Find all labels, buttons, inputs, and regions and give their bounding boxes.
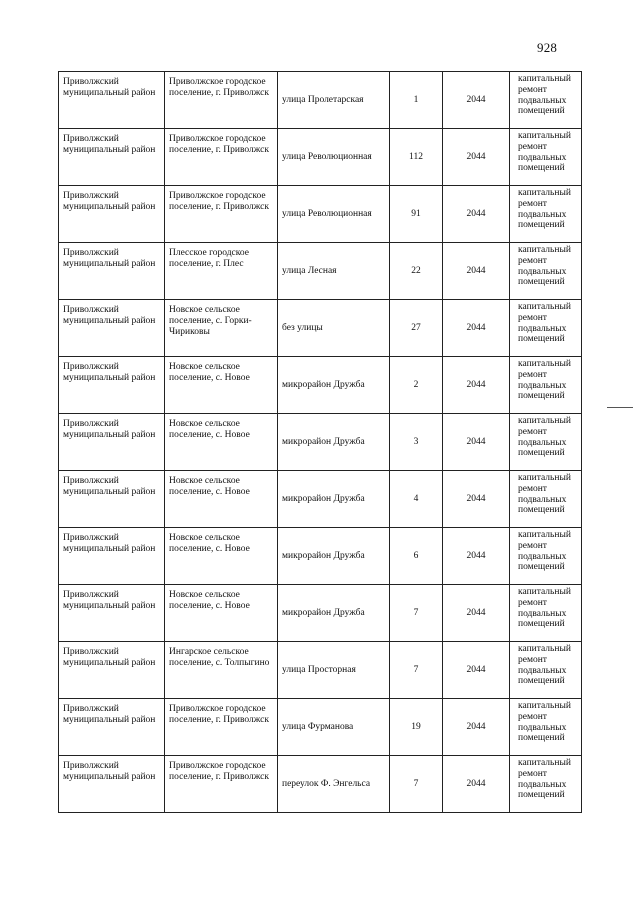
street-cell: без улицы — [278, 300, 390, 357]
street-cell: улица Революционная — [278, 186, 390, 243]
district-cell: Приволжский муниципальный район — [59, 756, 165, 813]
house-number-cell: 112 — [390, 129, 443, 186]
settlement-cell: Новское сельское поселение, с. Новое — [165, 528, 278, 585]
house-number-cell: 7 — [390, 642, 443, 699]
table-row — [59, 699, 582, 756]
district-cell: Приволжский муниципальный район — [59, 186, 165, 243]
margin-dash-mark — [607, 407, 633, 408]
table-row — [59, 129, 582, 186]
work-type-cell: капитальный ремонт подвальных помещений — [510, 528, 582, 585]
settlement-cell: Новское сельское поселение, с. Новое — [165, 585, 278, 642]
work-type-cell: капитальный ремонт подвальных помещений — [510, 585, 582, 642]
settlement-cell: Новское сельское поселение, с. Новое — [165, 414, 278, 471]
table-row — [59, 528, 582, 585]
table-row — [59, 642, 582, 699]
district-cell: Приволжский муниципальный район — [59, 642, 165, 699]
district-cell: Приволжский муниципальный район — [59, 300, 165, 357]
work-type-cell: капитальный ремонт подвальных помещений — [510, 699, 582, 756]
settlement-cell: Приволжское городское поселение, г. Приволжск — [165, 756, 278, 813]
work-type-cell: капитальный ремонт подвальных помещений — [510, 186, 582, 243]
street-cell: микрорайон Дружба — [278, 585, 390, 642]
work-type-cell: капитальный ремонт подвальных помещений — [510, 300, 582, 357]
district-cell: Приволжский муниципальный район — [59, 414, 165, 471]
year-cell: 2044 — [443, 585, 510, 642]
year-cell: 2044 — [443, 243, 510, 300]
year-cell: 2044 — [443, 357, 510, 414]
work-type-cell: капитальный ремонт подвальных помещений — [510, 471, 582, 528]
year-cell: 2044 — [443, 129, 510, 186]
settlement-cell: Приволжское городское поселение, г. Приволжск — [165, 699, 278, 756]
house-number-cell: 2 — [390, 357, 443, 414]
table-row — [59, 357, 582, 414]
year-cell: 2044 — [443, 642, 510, 699]
page-number: 928 — [537, 40, 558, 55]
district-cell: Приволжский муниципальный район — [59, 699, 165, 756]
settlement-cell: Ингарское сельское поселение, с. Толпыгино — [165, 642, 278, 699]
table-body — [59, 72, 582, 813]
work-type-cell: капитальный ремонт подвальных помещений — [510, 357, 582, 414]
settlement-cell: Новское сельское поселение, с. Новое — [165, 357, 278, 414]
housing-repair-table — [58, 71, 582, 813]
table-row — [59, 186, 582, 243]
year-cell: 2044 — [443, 186, 510, 243]
settlement-cell: Новское сельское поселение, с. Новое — [165, 471, 278, 528]
table-row — [59, 300, 582, 357]
table-row — [59, 414, 582, 471]
house-number-cell: 7 — [390, 585, 443, 642]
year-cell: 2044 — [443, 471, 510, 528]
settlement-cell: Приволжское городское поселение, г. Приволжск — [165, 186, 278, 243]
table-row — [59, 243, 582, 300]
work-type-cell: капитальный ремонт подвальных помещений — [510, 129, 582, 186]
house-number-cell: 27 — [390, 300, 443, 357]
district-cell: Приволжский муниципальный район — [59, 528, 165, 585]
work-type-cell: капитальный ремонт подвальных помещений — [510, 72, 582, 129]
district-cell: Приволжский муниципальный район — [59, 72, 165, 129]
house-number-cell: 91 — [390, 186, 443, 243]
year-cell: 2044 — [443, 414, 510, 471]
year-cell: 2044 — [443, 699, 510, 756]
table-row — [59, 471, 582, 528]
year-cell: 2044 — [443, 756, 510, 813]
house-number-cell: 6 — [390, 528, 443, 585]
street-cell: микрорайон Дружба — [278, 471, 390, 528]
street-cell: улица Просторная — [278, 642, 390, 699]
table-row — [59, 756, 582, 813]
street-cell: улица Революционная — [278, 129, 390, 186]
street-cell: микрорайон Дружба — [278, 414, 390, 471]
street-cell: улица Фурманова — [278, 699, 390, 756]
district-cell: Приволжский муниципальный район — [59, 129, 165, 186]
house-number-cell: 22 — [390, 243, 443, 300]
work-type-cell: капитальный ремонт подвальных помещений — [510, 414, 582, 471]
year-cell: 2044 — [443, 300, 510, 357]
district-cell: Приволжский муниципальный район — [59, 471, 165, 528]
year-cell: 2044 — [443, 528, 510, 585]
work-type-cell: капитальный ремонт подвальных помещений — [510, 756, 582, 813]
work-type-cell: капитальный ремонт подвальных помещений — [510, 243, 582, 300]
street-cell: переулок Ф. Энгельса — [278, 756, 390, 813]
district-cell: Приволжский муниципальный район — [59, 585, 165, 642]
settlement-cell: Новское сельское поселение, с. Горки-Чириковы — [165, 300, 278, 357]
year-cell: 2044 — [443, 72, 510, 129]
house-number-cell: 3 — [390, 414, 443, 471]
street-cell: улица Лесная — [278, 243, 390, 300]
street-cell: микрорайон Дружба — [278, 357, 390, 414]
table-row — [59, 72, 582, 129]
table-row — [59, 585, 582, 642]
house-number-cell: 4 — [390, 471, 443, 528]
district-cell: Приволжский муниципальный район — [59, 243, 165, 300]
settlement-cell: Приволжское городское поселение, г. Приволжск — [165, 129, 278, 186]
house-number-cell: 1 — [390, 72, 443, 129]
settlement-cell: Плесское городское поселение, г. Плес — [165, 243, 278, 300]
settlement-cell: Приволжское городское поселение, г. Приволжск — [165, 72, 278, 129]
district-cell: Приволжский муниципальный район — [59, 357, 165, 414]
street-cell: улица Пролетарская — [278, 72, 390, 129]
work-type-cell: капитальный ремонт подвальных помещений — [510, 642, 582, 699]
house-number-cell: 19 — [390, 699, 443, 756]
street-cell: микрорайон Дружба — [278, 528, 390, 585]
house-number-cell: 7 — [390, 756, 443, 813]
